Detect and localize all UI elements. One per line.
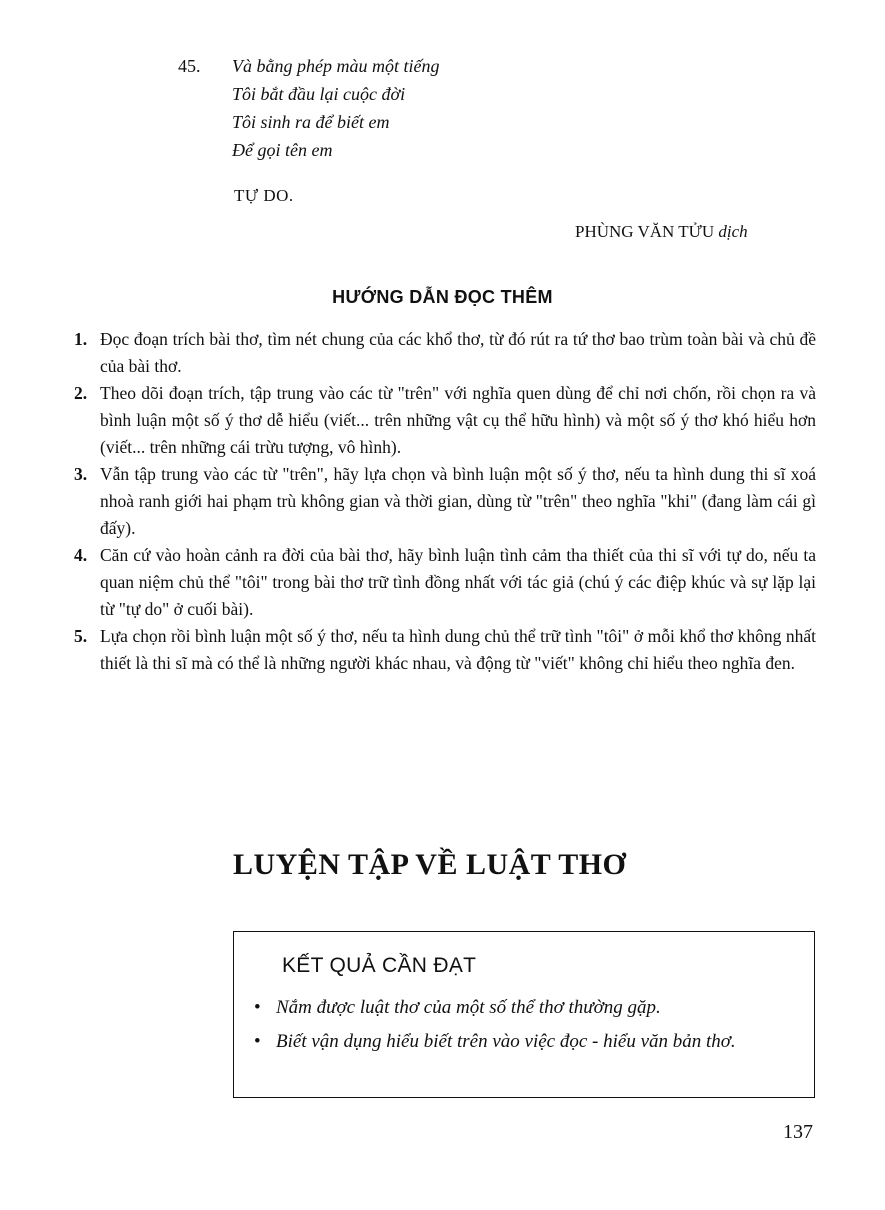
question-number: 4. <box>74 545 88 565</box>
page-number: 137 <box>783 1121 813 1143</box>
poem-excerpt <box>178 52 439 164</box>
bullet-icon: • <box>254 1031 261 1052</box>
reading-guide-title: HƯỚNG DẪN ĐỌC THÊM <box>332 287 553 307</box>
question-item <box>74 461 816 542</box>
poem-line: Tôi bắt đầu lại cuộc đời <box>232 84 406 104</box>
learning-goals-box <box>233 931 815 1098</box>
bullet-icon: • <box>254 997 261 1018</box>
goal-text: Nắm được luật thơ của một số thể thơ thường gặp. <box>276 997 661 1018</box>
question-text: Lựa chọn rồi bình luận một số ý thơ, nếu ta hình dung chủ thể trữ tình "tôi" ở mỗi khổ thơ không nhất thiết là thi sĩ mà có thể là những người khác nhau, và động từ "viết" không chỉ hiểu theo nghĩa đen. <box>100 626 816 673</box>
goal-item <box>254 1028 796 1056</box>
question-text: Đọc đoạn trích bài thơ, tìm nét chung của các khổ thơ, từ đó rút ra tứ thơ bao trùm toàn bài và chủ đề của bài thơ. <box>100 329 816 376</box>
learning-goals-list <box>254 994 796 1062</box>
question-number: 1. <box>74 329 88 349</box>
question-text: Theo dõi đoạn trích, tập trung vào các từ "trên" với nghĩa quen dùng để chỉ nơi chốn, rồi chọn ra và bình luận một số ý thơ dễ hiểu (viết... trên những vật cụ thể hữu hình) và một số ý thơ khó hiểu hơn (viết... trên những cái trừu tượng, vô hình). <box>100 383 816 457</box>
question-item <box>74 623 816 677</box>
question-number: 5. <box>74 626 88 646</box>
poem-line: Tôi sinh ra để biết em <box>232 112 390 132</box>
question-text: Vẫn tập trung vào các từ "trên", hãy lựa chọn và bình luận một số ý thơ, nếu ta hình dung thi sĩ xoá nhoà ranh giới hai phạm trù không gian và thời gian, dùng từ "trên" theo nghĩa "khi" (đang làm cái gì đấy). <box>100 464 816 538</box>
poem-line-number: 45. <box>178 56 201 76</box>
question-item <box>74 542 816 623</box>
goal-item <box>254 994 796 1022</box>
section-title: LUYỆN TẬP VỀ LUẬT THƠ <box>233 848 627 881</box>
question-number: 2. <box>74 383 88 403</box>
poem-lines <box>232 52 439 164</box>
translator-credit <box>575 222 748 242</box>
question-item <box>74 380 816 461</box>
translator-name: PHÙNG VĂN TỬU <box>575 222 715 241</box>
question-item <box>74 326 816 380</box>
question-text: Căn cứ vào hoàn cảnh ra đời của bài thơ, hãy bình luận tình cảm tha thiết của thi sĩ với tự do, nếu ta quan niệm chủ thể "tôi" trong bài thơ trữ tình đồng nhất với tác giả (chú ý các điệp khúc và sự lặp lại từ "tự do" ở cuối bài). <box>100 545 816 619</box>
translator-role: dịch <box>718 222 748 241</box>
poem-line: Để gọi tên em <box>232 140 333 160</box>
poem-line: Và bằng phép màu một tiếng <box>232 56 440 76</box>
question-number: 3. <box>74 464 88 484</box>
poem-closing: TỰ DO. <box>234 186 294 205</box>
learning-goals-title: KẾT QUẢ CẦN ĐẠT <box>282 954 477 977</box>
goal-text: Biết vận dụng hiểu biết trên vào việc đọc - hiểu văn bản thơ. <box>276 1031 736 1052</box>
reading-guide-questions <box>74 326 816 677</box>
